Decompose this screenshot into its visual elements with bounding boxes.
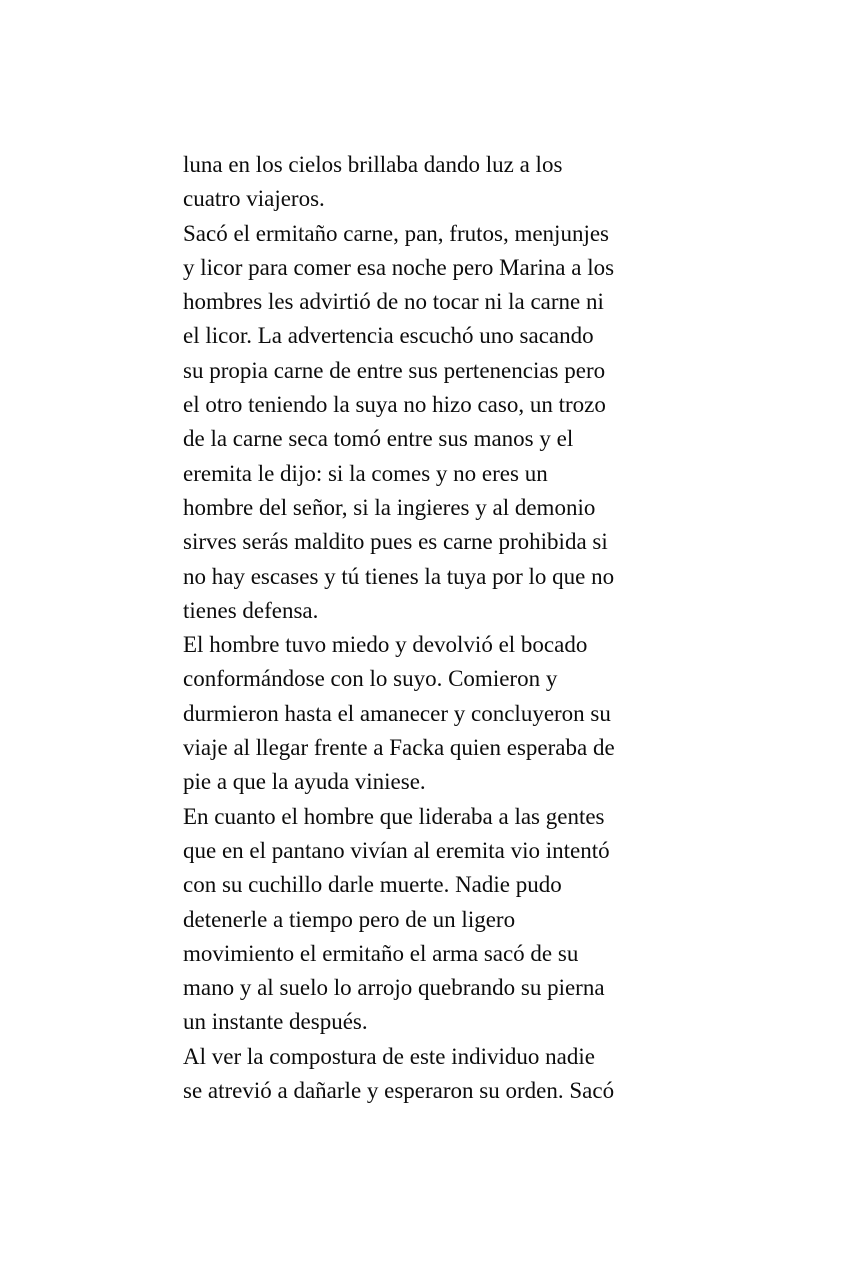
text-line: luna en los cielos brillaba dando luz a los [183,152,563,177]
text-line: hombre del señor, si la ingieres y al demonio [183,494,596,520]
text-line: el licor. La advertencia escuchó uno sacando [183,323,594,349]
text-line: no hay escases y tú tienes la tuya por lo que no [183,563,615,589]
text-line: sirves serás maldito pues es carne prohibida si [183,529,608,555]
text-line: pie a que la ayuda viniese. [183,769,426,795]
text-line: hombres les advirtió de no tocar ni la carne ni [183,289,604,315]
text-line: cuatro viajeros. [183,186,325,212]
text-line: movimiento el ermitaño el arma sacó de su [183,940,579,966]
text-line: se atrevió a dañarle y esperaron su orden. Sacó [183,1078,615,1104]
text-line: tienes defensa. [183,597,319,623]
text-line: eremita le dijo: si la comes y no eres un [183,460,548,486]
text-line: detenerle a tiempo pero de un ligero [183,906,516,932]
text-line: y licor para comer esa noche pero Marina a los [183,254,615,280]
text-line: su propia carne de entre sus pertenencias pero [183,357,606,383]
text-line: Al ver la compostura de este individuo nadie [183,1043,595,1069]
text-line: que en el pantano vivían al eremita vio intentó [183,837,610,863]
text-line: viaje al llegar frente a Facka quien esperaba de [183,735,615,761]
text-line: Sacó el ermitaño carne, pan, frutos, menjunjes [183,220,609,246]
text-line: mano y al suelo lo arrojo quebrando su pierna [183,975,605,1001]
text-line: con su cuchillo darle muerte. Nadie pudo [183,872,562,898]
text-line: un instante después. [183,1009,368,1035]
text-line: En cuanto el hombre que lideraba a las gentes [183,803,605,829]
text-line: El hombre tuvo miedo y devolvió el bocado [183,632,588,658]
text-line: de la carne seca tomó entre sus manos y el [183,426,574,452]
text-line: el otro teniendo la suya no hizo caso, un trozo [183,392,606,418]
text-line: conformándose con lo suyo. Comieron y [183,666,558,692]
text-block [183,148,688,1108]
text-line: durmieron hasta el amanecer y concluyeron su [183,700,611,726]
